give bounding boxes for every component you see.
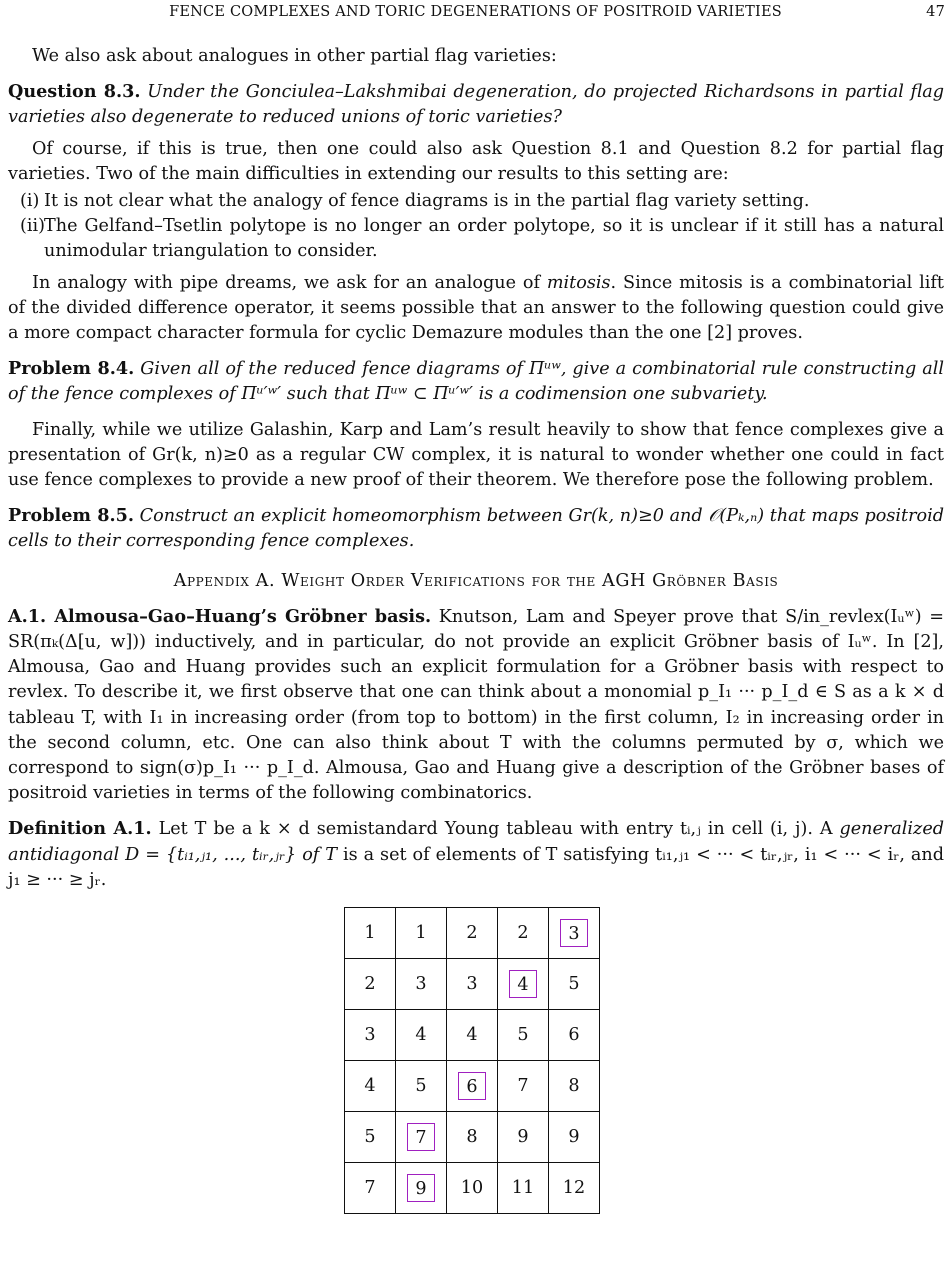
problem-label: Problem 8.5. [8, 505, 134, 527]
tableau-entry: 1 [415, 923, 427, 943]
question-8-3 [8, 79, 944, 130]
tableau-entry: 5 [364, 1127, 376, 1147]
tableau-cell [549, 959, 600, 1010]
tableau-row [345, 1061, 600, 1112]
tableau-entry: 3 [364, 1025, 376, 1045]
tableau-cell [396, 959, 447, 1010]
antidiagonal-entry: 6 [458, 1072, 486, 1100]
tableau-cell [396, 1163, 447, 1214]
tableau-cell [345, 1112, 396, 1163]
tableau-cell [498, 908, 549, 959]
tableau-entry: 9 [568, 1127, 580, 1147]
paragraph-galashin: Finally, while we utilize Galashin, Karp and Lam’s result heavily to show that fence complexes give a presentation of Gr(k, n)≥0 as a regular CW complex, it is natural to wonder whether one could in fact use fence complexes to provide a new proof of their theorem. We therefore pose the following problem. [8, 419, 944, 491]
tableau-cell [447, 1010, 498, 1061]
tableau-entry: 1 [364, 923, 376, 943]
tableau-cell [549, 1112, 600, 1163]
page-body [8, 44, 944, 893]
tableau-row [345, 959, 600, 1010]
emphasis-mitosis: mitosis [546, 272, 611, 293]
tableau-entry: 11 [511, 1178, 535, 1198]
tableau-cell [549, 1163, 600, 1214]
tableau-cell [345, 1010, 396, 1061]
tableau-cell [498, 1061, 549, 1112]
problem-text-cont: Πᵘ′ʷ′ such that Πᵘʷ ⊂ Πᵘ′ʷ′ is a codimension one subvariety. [241, 384, 768, 405]
tableau-entry: 7 [364, 1178, 376, 1198]
section-text: Knutson, Lam and Speyer prove that S/in_revlex(Iᵤʷ) = SR(πₖ(Δ[u, w])) inductively, and in particular, do not provide an explicit Gröbner basis of Iᵤʷ. In [2], Almousa, Gao and Huang provides such an explicit formulation for a Gröbner basis with respect to revlex. To describe it, we first observe that one can think about a monomial p_I₁ ··· p_I_d ∈ S as a k × d tableau T, with I₁ in increasing order (from top to bottom) in the first column, I₂ in increasing order in the second column, etc. One can also think about T with the columns permuted by σ, which we correspond to sign(σ)p_I₁ ··· p_I_d. Almousa, Gao and Huang give a description of the Gröbner bases of positroid varieties in terms of the following combinatorics. [8, 606, 945, 804]
section-heading: A.1. Almousa–Gao–Huang’s Gröbner basis. [8, 605, 432, 627]
list-item-number: (i) [20, 191, 40, 212]
tableau-row [345, 908, 600, 959]
tableau-cell [396, 1112, 447, 1163]
section-a1 [8, 604, 944, 807]
antidiagonal-entry: 9 [407, 1174, 435, 1202]
tableau-entry: 12 [562, 1178, 586, 1198]
tableau-cell [549, 908, 600, 959]
list-item [8, 189, 944, 214]
problem-8-5 [8, 503, 944, 554]
tableau-entry: 2 [517, 923, 529, 943]
tableau-cell [396, 1061, 447, 1112]
tableau-cell [498, 1112, 549, 1163]
tableau-entry: 10 [460, 1178, 484, 1198]
tableau-entry: 7 [517, 1076, 529, 1096]
tableau-cell [345, 1163, 396, 1214]
tableau-cell [498, 959, 549, 1010]
tableau-entry: 9 [517, 1127, 529, 1147]
page-number: 47 [926, 4, 945, 20]
tableau-cell [447, 1163, 498, 1214]
question-text: Under the Gonciulea–Lakshmibai degeneration, do projected Richardsons in partial flag varieties also degenerate to reduced unions of toric varieties? [8, 82, 945, 128]
difficulties-list [8, 189, 944, 265]
tableau-cell [345, 908, 396, 959]
tableau-entry: 2 [466, 923, 478, 943]
tableau-entry: 6 [568, 1025, 580, 1045]
tableau-cell [447, 1112, 498, 1163]
tableau-cell [345, 959, 396, 1010]
paragraph-difficulties-intro: Of course, if this is true, then one could also ask Question 8.1 and Question 8.2 for partial flag varieties. Two of the main difficulties in extending our results to this setting are: [8, 138, 944, 184]
antidiagonal-entry: 3 [560, 919, 588, 947]
question-label: Question 8.3. [8, 81, 141, 103]
problem-text: Construct an explicit homeomorphism between Gr(k, n)≥0 and 𝒪(Pₖ,ₙ) that maps positroid cells to their corresponding fence complexes. [8, 506, 945, 552]
tableau-entry: 3 [466, 974, 478, 994]
young-tableau-figure [344, 907, 600, 1214]
tableau-cell [345, 1061, 396, 1112]
tableau-entry: 5 [517, 1025, 529, 1045]
tableau-entry: 4 [466, 1025, 478, 1045]
tableau-entry: 8 [466, 1127, 478, 1147]
antidiagonal-entry: 4 [509, 970, 537, 998]
problem-text: Given all of the reduced fence diagrams of Πᵘʷ, give a combinatorial rule constructing all of the fence complexes of [8, 359, 944, 405]
list-item-number: (ii) [20, 216, 45, 237]
tableau-row [345, 1010, 600, 1061]
tableau-cell [498, 1163, 549, 1214]
definition-a1 [8, 816, 944, 893]
appendix-heading: Appendix A. Weight Order Verifications for the AGH Gröbner Basis [173, 570, 779, 591]
list-item [8, 214, 944, 264]
tableau-cell [396, 1010, 447, 1061]
paragraph-mitosis [8, 271, 944, 347]
tableau-entry: 8 [568, 1076, 580, 1096]
tableau-cell [447, 959, 498, 1010]
list-item-text: It is not clear what the analogy of fence diagrams is in the partial flag variety setting. [44, 191, 810, 212]
tableau-cell [498, 1010, 549, 1061]
tableau-entry: 3 [415, 974, 427, 994]
problem-8-4 [8, 356, 944, 407]
tableau-entry: 5 [568, 974, 580, 994]
tableau-cell [549, 1061, 600, 1112]
definition-text-rest: is a set of elements of T satisfying tᵢ₁,ⱼ₁ < ··· < tᵢᵣ,ⱼᵣ, i₁ < ··· < iᵣ, and j₁ ≥ ··· ≥ jᵣ. [8, 844, 945, 890]
tableau-cell [549, 1010, 600, 1061]
tableau-cell [396, 908, 447, 959]
tableau-entry: 5 [415, 1076, 427, 1096]
text-run: . Since mitosis is a combinatorial lift of the divided difference operator, it seems possible that an answer to the following question could give a more compact character formula for cyclic Demazure modules than the one [2] proves. [8, 272, 945, 344]
text-run: In analogy with pipe dreams, we ask for an analogue of [32, 272, 547, 293]
tableau-entry: 2 [364, 974, 376, 994]
problem-label: Problem 8.4. [8, 358, 135, 380]
tableau-row [345, 1163, 600, 1214]
running-header [0, 4, 951, 26]
definition-text: Let T be a k × d semistandard Young tableau with entry tᵢ,ⱼ in cell (i, j). A [158, 819, 833, 840]
running-title: FENCE COMPLEXES AND TORIC DEGENERATIONS OF POSITROID VARIETIES [169, 4, 782, 20]
young-tableau [344, 907, 600, 1214]
tableau-row [345, 1112, 600, 1163]
tableau-cell [447, 908, 498, 959]
tableau-entry: 4 [364, 1076, 376, 1096]
list-item-text: The Gelfand–Tsetlin polytope is no longer an order polytope, so it is unclear if it still has a natural unimodular triangulation to consider. [44, 216, 944, 262]
paragraph-partial-flag: We also ask about analogues in other partial flag varieties: [32, 46, 557, 66]
tableau-entry: 4 [415, 1025, 427, 1045]
antidiagonal-entry: 7 [407, 1123, 435, 1151]
tableau-cell [447, 1061, 498, 1112]
definition-label: Definition A.1. [8, 818, 152, 840]
definition-term: generalized antidiagonal D = {tᵢ₁,ⱼ₁, ..., tᵢᵣ,ⱼᵣ} of T [8, 819, 944, 865]
